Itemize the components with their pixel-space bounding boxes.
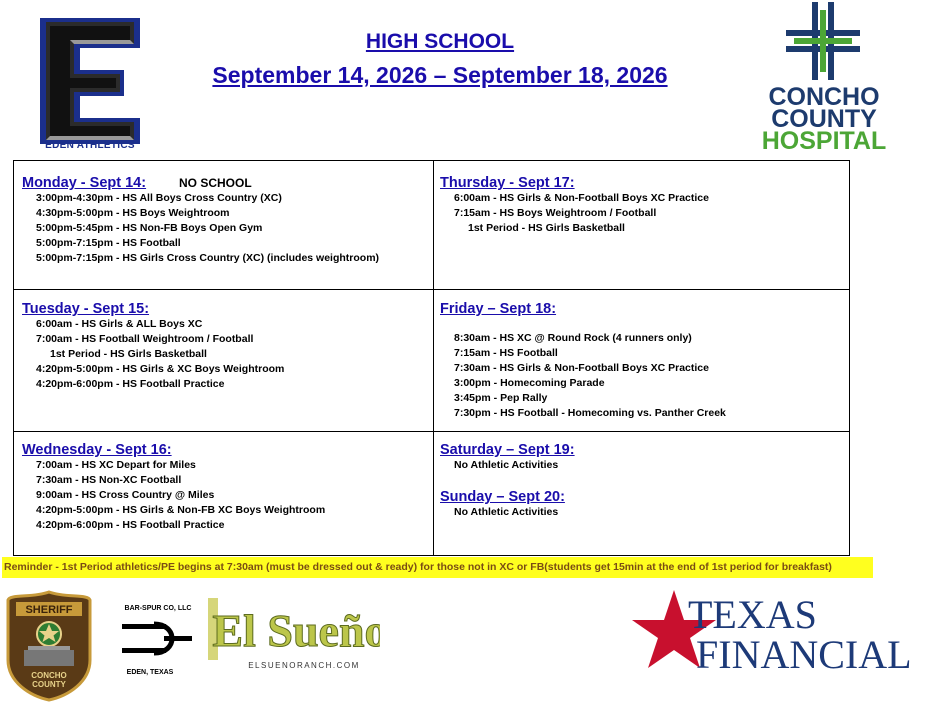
thursday-cell: [440, 175, 709, 236]
list-item: 3:45pm - Pep Rally: [454, 392, 548, 404]
sheriff-top-text: SHERIFF: [25, 604, 73, 616]
eden-athletics-logo: [32, 14, 148, 156]
no-school-note: NO SCHOOL: [179, 176, 252, 190]
list-item: 7:30am - HS Non-XC Football: [36, 474, 182, 486]
tuesday-heading: Tuesday - Sept 15:: [22, 301, 150, 317]
list-item: 4:20pm-6:00pm - HS Football Practice: [36, 378, 225, 390]
friday-heading: Friday – Sept 18:: [440, 301, 557, 317]
list-item: 7:30pm - HS Football - Homecoming vs. Panther Creek: [454, 407, 726, 419]
sheriff-bottom-text-1: CONCHO: [31, 671, 67, 680]
list-item: 4:20pm-5:00pm - HS Girls & Non-FB XC Boys Weightroom: [36, 504, 326, 516]
list-item: No Athletic Activities: [454, 459, 559, 471]
list-item: 9:00am - HS Cross Country @ Miles: [36, 489, 215, 501]
list-item: 5:00pm-5:45pm - HS Non-FB Boys Open Gym: [36, 222, 263, 234]
financial-text: FINANCIAL: [696, 632, 912, 677]
saturday-heading: Saturday – Sept 19:: [440, 442, 575, 458]
list-item: 4:20pm-5:00pm - HS Girls & XC Boys Weightroom: [36, 363, 285, 375]
barspur-place: EDEN, TEXAS: [126, 669, 174, 676]
list-item: 7:15am - HS Football: [454, 347, 558, 359]
list-item: 8:30am - HS XC @ Round Rock (4 runners only): [454, 332, 692, 344]
list-item: No Athletic Activities: [454, 506, 559, 518]
list-item: 4:30pm-5:00pm - HS Boys Weightroom: [36, 207, 230, 219]
wednesday-cell: [22, 442, 325, 533]
reminder-banner: Reminder - 1st Period athletics/PE begins at 7:30am (must be dressed out & ready) for those not in XC or FB(students get 15min at the end of 1st period for breakfast): [2, 557, 873, 578]
list-item: 3:00pm-4:30pm - HS All Boys Cross Country (XC): [36, 192, 282, 204]
el-sueno-name: El Sueño: [212, 605, 380, 656]
title-line-2: September 14, 2026 – September 18, 2026: [212, 62, 668, 88]
sheriff-badge-logo: [6, 590, 92, 702]
barspur-name: BAR-SPUR CO, LLC: [124, 605, 192, 612]
row-divider: [14, 431, 849, 432]
hospital-cross-icon: [786, 2, 860, 80]
list-item: 3:00pm - Homecoming Parade: [454, 377, 605, 389]
texas-text: TEXAS: [688, 592, 817, 637]
sheriff-bottom-text-2: COUNTY: [32, 680, 66, 689]
list-item: 5:00pm-7:15pm - HS Football: [36, 237, 181, 249]
list-item: 6:00am - HS Girls & ALL Boys XC: [36, 318, 203, 330]
list-item: 7:00am - HS Football Weightroom / Football: [36, 333, 254, 345]
sunday-heading: Sunday – Sept 20:: [440, 489, 565, 505]
list-item: 1st Period - HS Girls Basketball: [468, 222, 625, 234]
column-divider: [433, 161, 434, 555]
monday-heading: Monday - Sept 14:: [22, 175, 147, 191]
weekend-cell: [440, 442, 575, 520]
el-sueno-logo: [208, 598, 380, 674]
list-item: 5:00pm-7:15pm - HS Girls Cross Country (XC) (includes weightroom): [36, 252, 380, 264]
texas-financial-logo: [630, 584, 926, 682]
list-item: 4:20pm-6:00pm - HS Football Practice: [36, 519, 225, 531]
hospital-line-2: COUNTY: [771, 105, 877, 133]
schedule-table: [13, 160, 850, 556]
hospital-line-3: HOSPITAL: [761, 127, 887, 155]
page-title: [180, 30, 700, 89]
hospital-name: [744, 83, 904, 155]
friday-cell: [440, 301, 726, 421]
list-item: 7:00am - HS XC Depart for Miles: [36, 459, 196, 471]
row-divider: [14, 289, 849, 290]
list-item: 6:00am - HS Girls & Non-Football Boys XC Practice: [454, 192, 709, 204]
thursday-heading: Thursday - Sept 17:: [440, 175, 575, 191]
eden-athletics-label: EDEN ATHLETICS: [45, 140, 135, 151]
monday-cell: [22, 175, 379, 266]
bar-spur-logo: [118, 602, 198, 682]
list-item: 1st Period - HS Girls Basketball: [50, 348, 207, 360]
list-item: 7:15am - HS Boys Weightroom / Football: [454, 207, 657, 219]
title-line-1: HIGH SCHOOL: [365, 30, 515, 53]
wednesday-heading: Wednesday - Sept 16:: [22, 442, 172, 458]
list-item: 7:30am - HS Girls & Non-Football Boys XC Practice: [454, 362, 709, 374]
tuesday-cell: [22, 301, 284, 392]
hospital-line-1: CONCHO: [768, 83, 880, 111]
el-sueno-url: ELSUENORANCH.COM: [248, 661, 360, 670]
